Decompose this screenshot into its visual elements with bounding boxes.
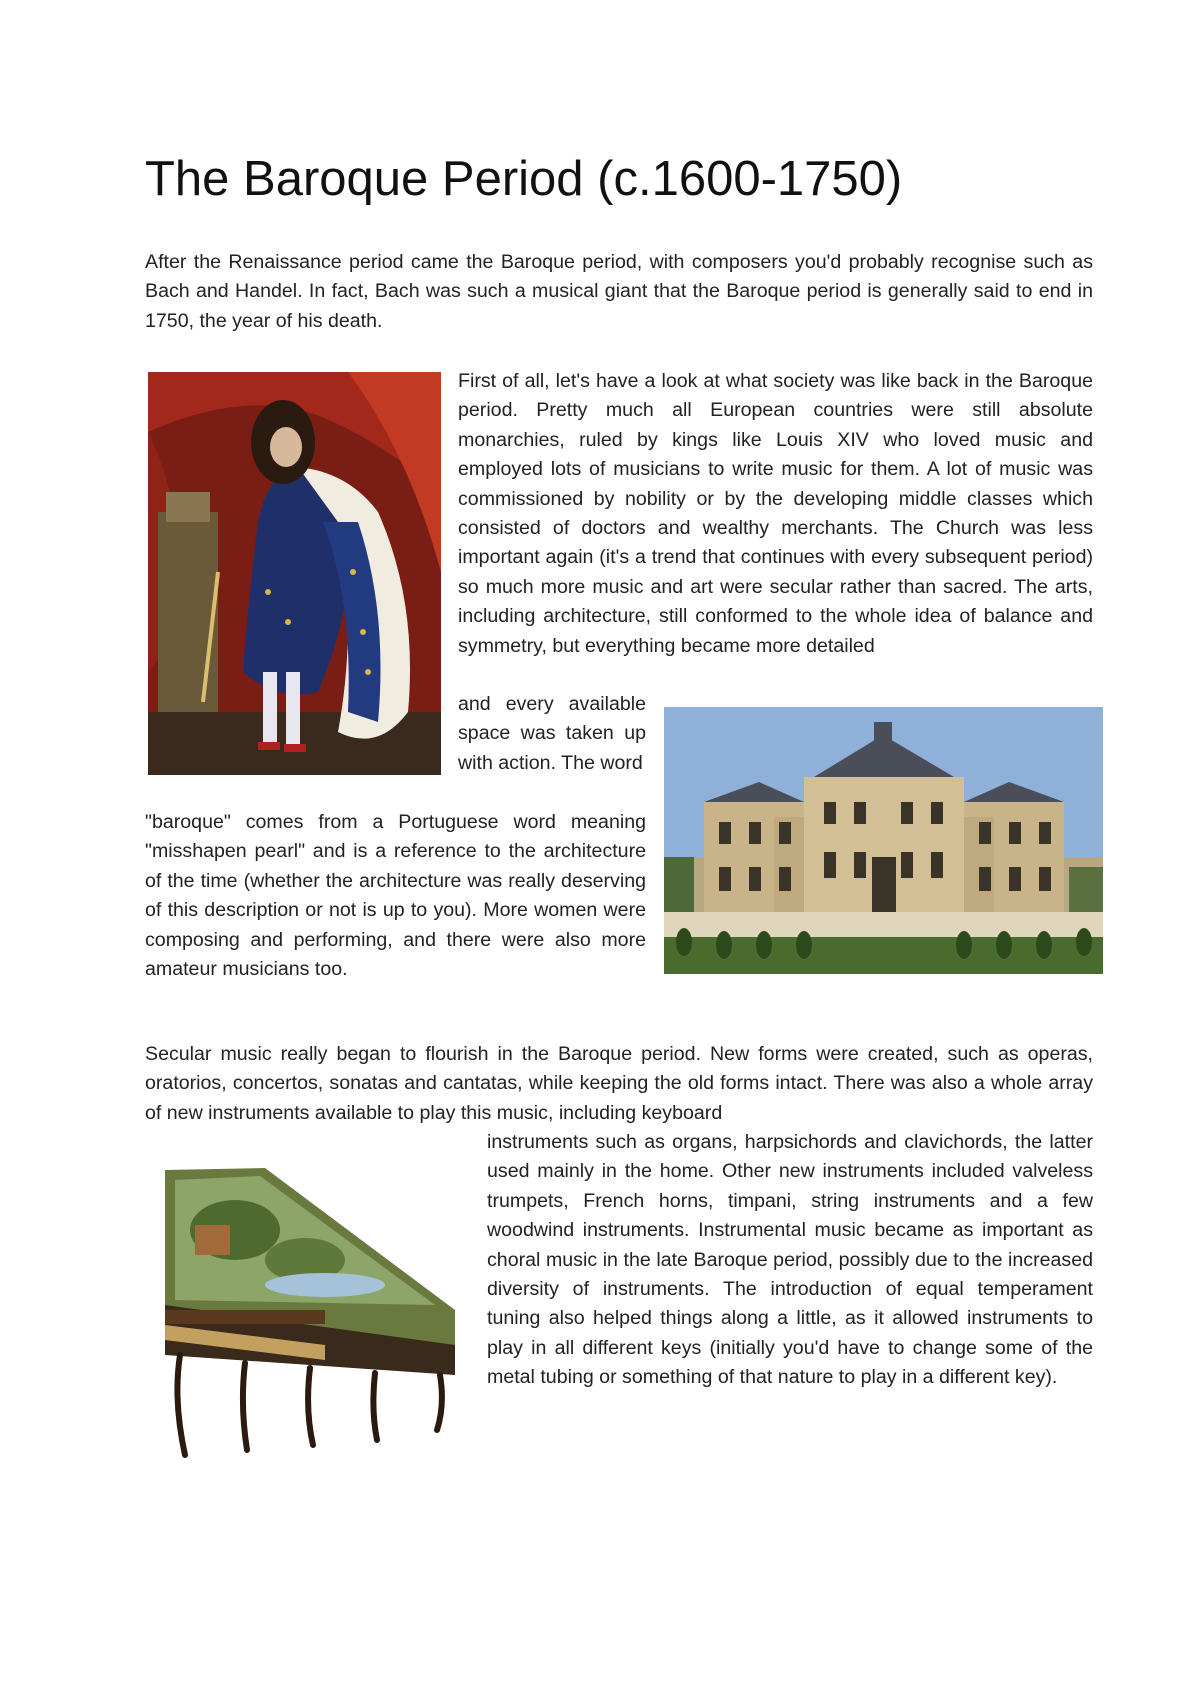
society-paragraph-part-3: "baroque" comes from a Portuguese word meaning "misshapen pearl" and is a reference to the architecture of the time (whether the architecture was really deserving of this description or not is up to you). More women were composing and performing, and there were also more amateur musicians too.	[145, 811, 646, 981]
intro-paragraph: After the Renaissance period came the Baroque period, with composers you'd probably recognise such as Bach and Handel. In fact, Bach was such a musical giant that the Baroque period is generally said to end in 1750, the year of his death.	[145, 251, 1093, 332]
baroque-chateau-image	[664, 707, 1103, 974]
secular-paragraph-part-2: instruments such as organs, harpsichords and clavichords, the latter used mainly in the home. Other new instruments included valveless trumpets, French horns, timpani, string instruments and a few woodwind instruments. Instrumental music became as important as choral music in the late Baroque period, possibly due to the increased diversity of instruments. The introduction of equal temperament tuning also helped things along a little, as it allowed instruments to play in all different keys (initially you'd have to change some of the metal tubing or something of that nature to play in a different key).	[487, 1131, 1093, 1389]
secular-paragraph-part-1: Secular music really began to flourish in the Baroque period. New forms were created, such as operas, oratorios, concertos, sonatas and cantatas, while keeping the old forms intact. There was also a whole array of new instruments available to play this music, including keyboard	[145, 1043, 1093, 1124]
louis-xiv-portrait-image	[148, 372, 441, 775]
harpsichord-image	[155, 1160, 471, 1465]
page-title: The Baroque Period (c.1600-1750)	[145, 152, 903, 206]
society-paragraph-part-1: First of all, let's have a look at what society was like back in the Baroque period. Pretty much all European countries were still absolute monarchies, ruled by kings like Louis XIV who loved music and employed lots of musicians to write music for them. A lot of music was commissioned by nobility or by the developing middle classes which consisted of doctors and wealthy merchants. The Church was less important again (it's a trend that continues with every subsequent period) so much more music and art were secular rather than sacred. The arts, including architecture, still conformed to the whole idea of balance and symmetry, but everything became more detailed	[458, 370, 1093, 657]
society-paragraph-part-2: and every available space was taken up with action. The word	[458, 693, 646, 774]
